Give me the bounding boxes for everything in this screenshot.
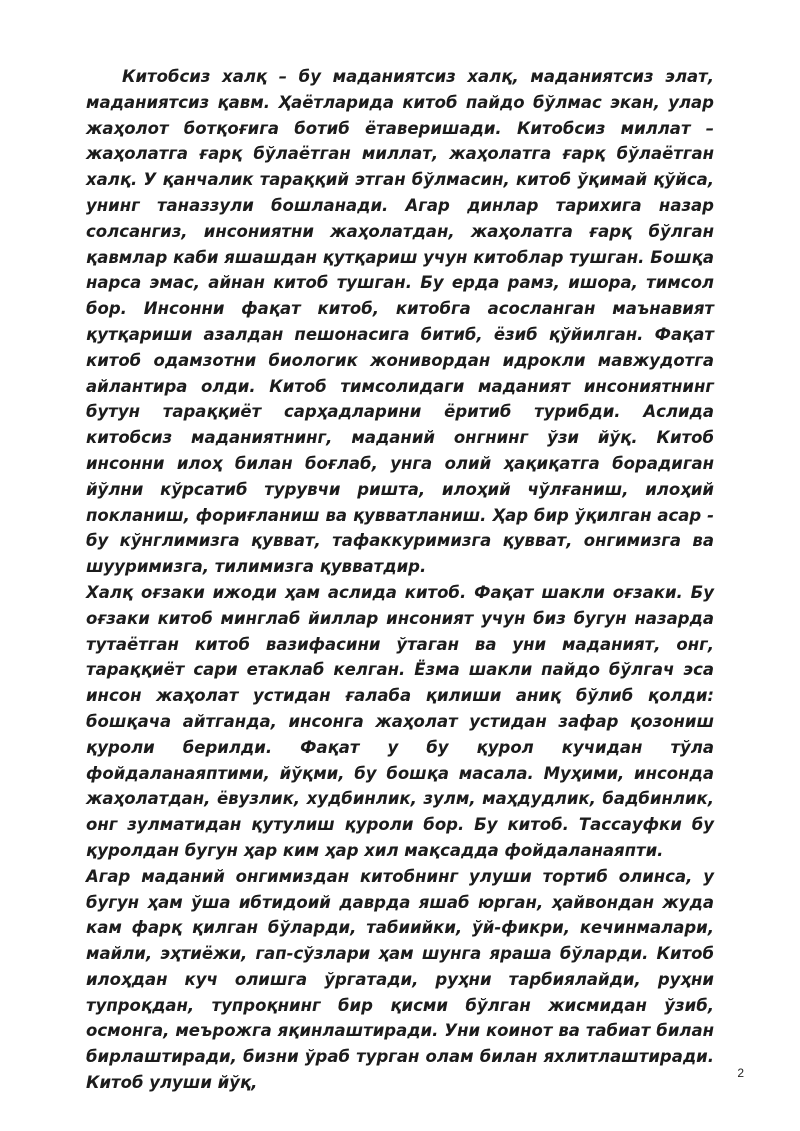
paragraph-3: Агар маданий онгимиздан китобнинг улуши тортиб олинса, у бугун ҳам ўша ибтидоий даврда яшаб юрган, ҳайвондан жуда кам фарқ қилган бўларди, табиийки, ўй-фикри, кечинмалари, майли, эҳтиёжи, гап-сўзлари ҳам шунга яраша бўларди. Китоб илоҳдан куч олишга ўргатади, руҳни тарбиялайди, руҳни тупроқдан, тупроқнинг бир қисми бўлган жисмидан ўзиб, осмонга, меърожга яқинлаштиради. Уни коинот ва табиат билан бирлаштиради, бизни ўраб турган олам билан яхлитлаштиради. Китоб улуши йўқ, [86,866,714,1093]
document-body [86,64,714,1096]
paragraph-1: Китобсиз халқ – бу маданиятсиз халқ, маданиятсиз элат, маданиятсиз қавм. Ҳаётларида китоб пайдо бўлмас экан, улар жаҳолот ботқоғига ботиб ётаверишади. Китобсиз миллат – жаҳолатга ғарқ бўлаётган миллат, жаҳолатга ғарқ бўлаётган халқ. У қанчалик тараққий этган бўлмасин, китоб ўқимай қўйса, унинг таназзули бошланади. Агар динлар тарихига назар солсангиз, инсониятни жаҳолатдан, жаҳолатга ғарқ бўлган қавмлар каби яшашдан қутқариш учун китоблар тушган. Бошқа нарса эмас, айнан китоб тушган. Бу ерда рамз, ишора, тимсол бор. Инсонни фақат китоб, китобга асосланган маънавият қутқариши азалдан пешонасига битиб, ёзиб қўйилган. Фақат китоб одамзотни биологик жонивордан идрокли мавжудотга айлантира олди. Китоб тимсолидаги маданият инсониятнинг бутун тараққиёт сарҳадларини ёритиб турибди. Аслида китобсиз маданиятнинг, маданий онгнинг ўзи йўқ. Китоб инсонни илоҳ билан боғлаб, унга олий ҳақиқатга борадиган йўлни кўрсатиб турувчи ришта, илоҳий чўлғаниш, илоҳий покланиш, фориғланиш ва қувватланиш. Ҳар бир ўқилган асар - бу кўнглимизга қувват, тафаккуримизга қувват, онгимизга ва шууримизга, тилимизга қувватдир. [86,67,714,577]
page-number: 2 [737,1066,744,1080]
paragraph-2: Халқ оғзаки ижоди ҳам аслида китоб. Фақат шакли оғзаки. Бу оғзаки китоб минглаб йиллар инсоният учун биз бугун назарда тутаётган китоб вазифасини ўтаган ва уни маданият, онг, тараққиёт сари етаклаб келган. Ёзма шакли пайдо бўлгач эса инсон жаҳолат устидан ғалаба қилиши аниқ бўлиб қолди: бошқача айтганда, инсонга жаҳолат устидан зафар қозониш қуроли берилди. Фақат у бу қурол кучидан тўла фойдаланаяптими, йўқми, бу бошқа масала. Муҳими, инсонда жаҳолатдан, ёвузлик, худбинлик, зулм, маҳдудлик, бадбинлик, онг зулматидан қутулиш қуроли бор. Бу китоб. Тассауфки бу қуролдан бугун ҳар ким ҳар хил мақсадда фойдаланаяпти. [86,582,714,860]
